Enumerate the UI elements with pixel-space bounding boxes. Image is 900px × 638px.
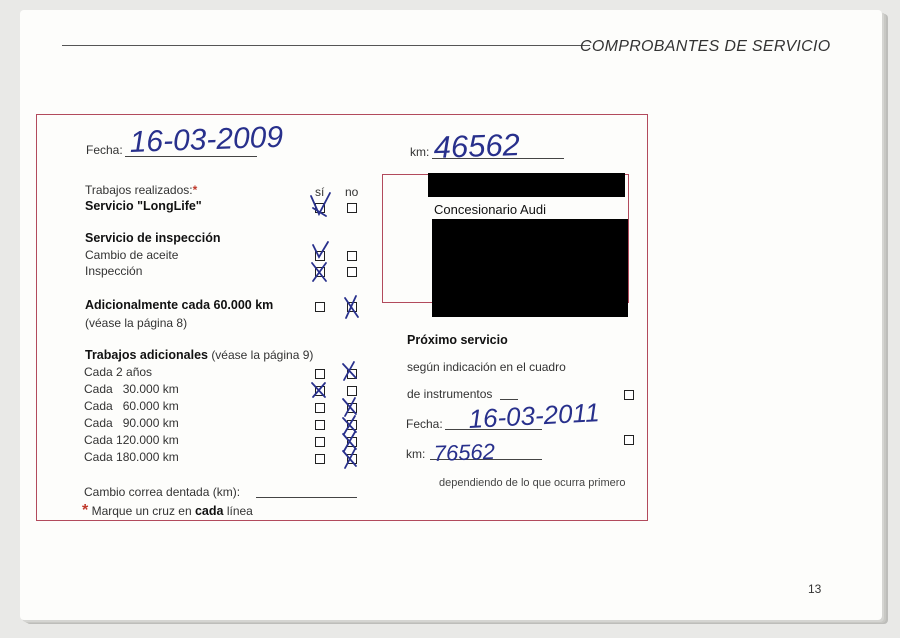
page-number: 13: [808, 582, 822, 596]
servicio-longlife-label: Servicio "LongLife": [85, 199, 202, 213]
dealer-name: Concesionario Audi: [434, 202, 547, 217]
de-instrumentos-text: de instrumentos: [407, 387, 493, 401]
inspeccion-title: Servicio de inspección: [85, 231, 221, 245]
item-label: Cada 180.000 km: [84, 450, 179, 464]
footnote: * Marque un cruz en cada línea: [82, 502, 253, 519]
item-label: Cada 120.000 km: [84, 433, 179, 447]
trabajos-realizados-label: Trabajos realizados:*: [85, 183, 198, 197]
cross-mark: [312, 263, 326, 281]
segun-indicacion-text: según indicación en el cuadro: [407, 360, 566, 374]
cross-mark: [312, 383, 325, 397]
cross-mark: [343, 432, 356, 451]
cross-mark: [343, 416, 356, 434]
trabajos-adicionales-row: Trabajos adicionales (véase la página 9): [85, 348, 314, 362]
cross-mark: [345, 296, 358, 318]
km-label: km:: [410, 145, 430, 159]
cross-mark: [343, 362, 356, 380]
page-title: COMPROBANTES DE SERVICIO: [580, 38, 831, 55]
col-si-header: sí: [315, 185, 325, 199]
item-label: Cada 90.000 km: [84, 416, 179, 430]
dependiendo-text: dependiendo de lo que ocurra primero: [439, 477, 626, 489]
handwritten-next-date: 16-03-2011: [467, 397, 601, 434]
item-label: Cada 60.000 km: [84, 399, 179, 413]
handwritten-date: 16-03-2009: [129, 120, 284, 159]
vease-pagina-8: (véase la página 8): [85, 316, 188, 330]
correa-dentada-label: Cambio correa dentada (km):: [84, 485, 241, 499]
handwritten-next-km: 76562: [433, 438, 496, 466]
next-km-label: km:: [406, 447, 426, 461]
item-label: Cada 30.000 km: [84, 382, 179, 396]
col-no-header: no: [345, 185, 359, 199]
cross-mark: [343, 398, 356, 416]
cross-mark: [343, 449, 356, 468]
fecha-label: Fecha:: [86, 143, 123, 157]
cambio-aceite-label: Cambio de aceite: [85, 248, 179, 262]
proximo-servicio-title: Próximo servicio: [407, 333, 508, 347]
check-mark: [313, 242, 328, 257]
handwritten-km: 46562: [433, 127, 521, 165]
item-label: Cada 2 años: [84, 365, 153, 379]
inspeccion-label: Inspección: [85, 264, 143, 278]
next-fecha-label: Fecha:: [406, 417, 443, 431]
adicional-60000-label: Adicionalmente cada 60.000 km: [85, 298, 274, 312]
check-mark: [311, 193, 330, 214]
